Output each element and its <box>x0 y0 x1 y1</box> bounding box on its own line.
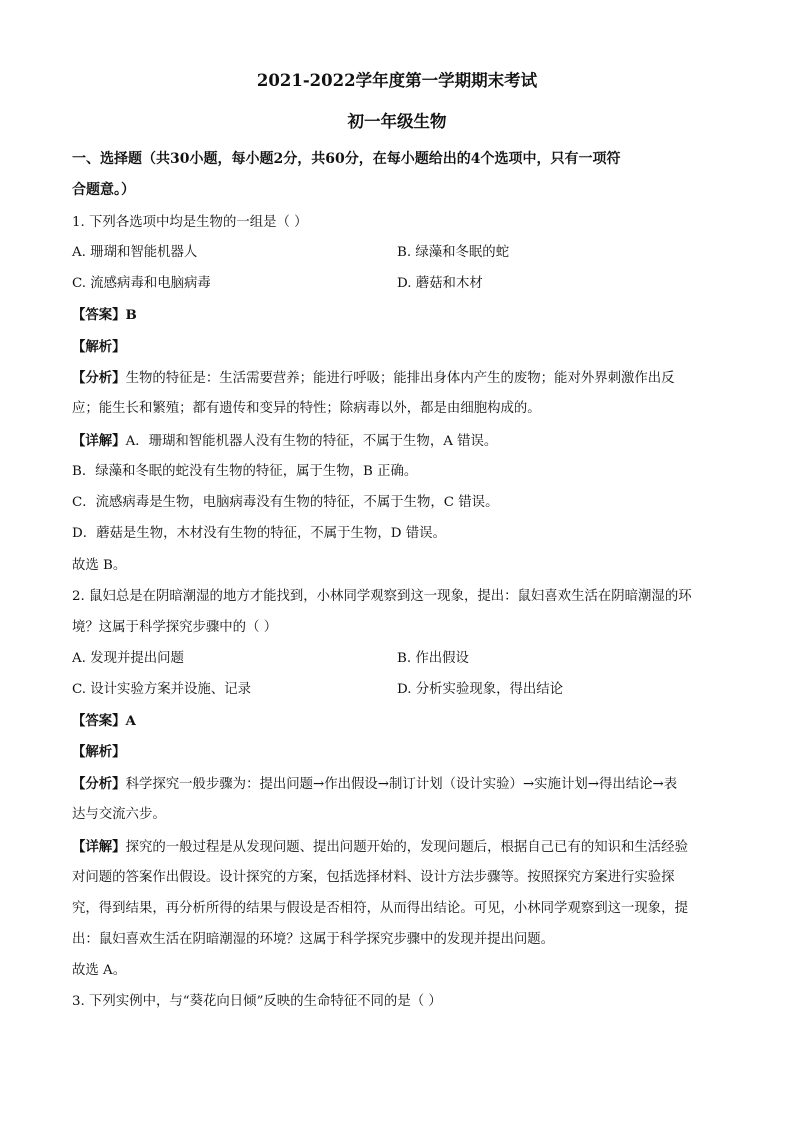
q2-analysis-line2: 达与交流六步。 <box>72 807 166 822</box>
q2-detail-line4: 出：鼠妇喜欢生活在阴暗潮湿的环境？这属于科学探究步骤中的发现并提出问题。 <box>72 932 555 947</box>
q2-stem-line1: 2. 鼠妇总是在阴暗潮湿的地方才能找到，小林同学观察到这一现象，提出：鼠妇喜欢生活在阴暗潮湿的环 <box>72 589 692 604</box>
section-heading-line1: 一、选择题（共30小题，每小题2分，共60分，在每小题给出的4个选项中，只有一项符 <box>72 151 621 167</box>
q2-stem-line2: 境？这属于科学探究步骤中的（ ） <box>72 620 278 635</box>
exam-subtitle: 初一年级生物 <box>347 112 447 131</box>
q2-answer: 【答案】A <box>72 713 136 729</box>
q1-jiexi-label: 【解析】 <box>72 339 126 355</box>
q1-analysis-text1: 生物的特征是：生活需要营养；能进行呼吸；能排出身体内产生的废物；能对外界刺激作出反 <box>125 371 675 386</box>
q2-option-a: A. 发现并提出问题 <box>72 651 184 666</box>
exam-title: 2021-2022学年度第一学期期末考试 <box>256 71 538 90</box>
section-heading-line2: 合题意。） <box>72 182 135 198</box>
q2-detail-text1: 探究的一般过程是从发现问题、提出问题开始的，发现问题后，根据自己已有的知识和生活经验 <box>125 840 688 855</box>
q2-detail-line3: 究，得到结果，再分析所得的结果与假设是否相符，从而得出结论。可见，小林同学观察到这一现象，提 <box>72 901 688 916</box>
q1-option-b: B. 绿藻和冬眠的蛇 <box>397 245 510 260</box>
q1-detail-text1: A．珊瑚和智能机器人没有生物的特征，不属于生物，A 错误。 <box>125 434 498 449</box>
q1-analysis-line2: 应；能生长和繁殖；都有遗传和变异的特性；除病毒以外，都是由细胞构成的。 <box>72 401 541 416</box>
q1-detail-tag: 【详解】 <box>72 433 126 449</box>
q1-detail-line4: D．蘑菇是生物，木材没有生物的特征，不属于生物，D 错误。 <box>72 526 446 541</box>
q2-analysis-text1: 科学探究一般步骤为：提出问题→作出假设→制订计划（设计实验）→实施计划→得出结论→表 <box>125 777 678 792</box>
q1-answer: 【答案】B <box>72 307 137 323</box>
q1-analysis-tag: 【分析】 <box>72 370 126 386</box>
q2-option-d: D. 分析实验现象，得出结论 <box>397 682 564 697</box>
q2-conclusion: 故选 A。 <box>72 963 127 978</box>
q1-option-d: D. 蘑菇和木材 <box>397 276 483 291</box>
q1-stem: 1. 下列各选项中均是生物的一组是（ ） <box>72 215 308 230</box>
q1-detail-line3: C．流感病毒是生物，电脑病毒没有生物的特征，不属于生物，C 错误。 <box>72 495 499 510</box>
q2-option-c: C. 设计实验方案并设施、记录 <box>72 682 251 697</box>
q2-detail-tag: 【详解】 <box>72 839 126 855</box>
q3-stem: 3. 下列实例中，与“葵花向日倾”反映的生命特征不同的是（ ） <box>72 994 442 1009</box>
q2-analysis-line1 <box>72 775 677 794</box>
q2-detail-line1 <box>72 838 688 857</box>
q1-option-c: C. 流感病毒和电脑病毒 <box>72 276 211 291</box>
q1-option-a: A. 珊瑚和智能机器人 <box>72 245 198 260</box>
q2-jiexi-label: 【解析】 <box>72 744 126 760</box>
q2-option-b: B. 作出假设 <box>397 651 469 666</box>
q2-analysis-tag: 【分析】 <box>72 776 126 792</box>
q1-conclusion: 故选 B。 <box>72 558 127 573</box>
q2-detail-line2: 对问题的答案作出假设。设计探究的方案，包括选择材料、设计方法步骤等。按照探究方案进行实验探 <box>72 870 675 885</box>
q1-detail-line2: B．绿藻和冬眠的蛇没有生物的特征，属于生物，B 正确。 <box>72 464 418 479</box>
q1-analysis-line1 <box>72 369 675 388</box>
q1-detail-line1 <box>72 432 497 451</box>
